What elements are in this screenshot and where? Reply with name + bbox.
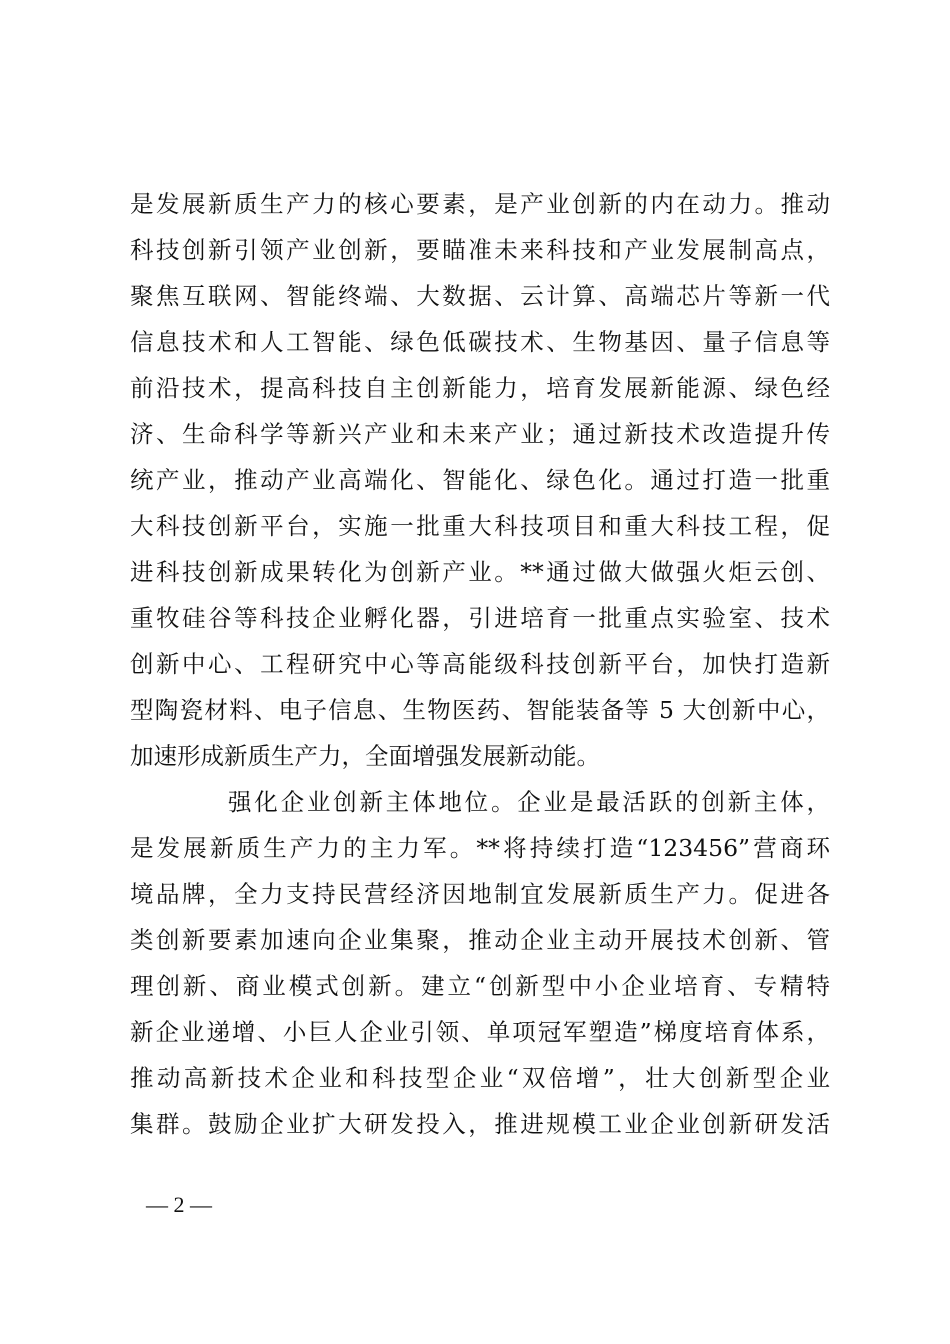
text-line: 前沿技术，提高科技自主创新能力，培育发展新能源、绿色经 <box>130 374 830 402</box>
text-line: 理创新、商业模式创新。建立“创新型中小企业培育、专精特 <box>130 972 830 1000</box>
text-line: 强化企业创新主体地位。企业是最活跃的创新主体， <box>228 788 830 816</box>
text-line: 加速形成新质生产力，全面增强发展新动能。 <box>130 742 600 770</box>
text-line: 创新中心、工程研究中心等高能级科技创新平台，加快打造新 <box>130 650 830 678</box>
page-number: — 2 — <box>146 1192 212 1217</box>
text-line: 科技创新引领产业创新，要瞄准未来科技和产业发展制高点， <box>130 236 830 264</box>
text-line: 是发展新质生产力的核心要素，是产业创新的内在动力。推动 <box>130 190 830 218</box>
text-line: 新企业递增、小巨人企业引领、单项冠军塑造”梯度培育体系， <box>130 1018 830 1046</box>
text-line: 推动高新技术企业和科技型企业“双倍增”，壮大创新型企业 <box>130 1064 830 1092</box>
text-line: 济、生命科学等新兴产业和未来产业；通过新技术改造提升传 <box>130 420 830 448</box>
text-line: 重牧硅谷等科技企业孵化器，引进培育一批重点实验室、技术 <box>130 604 830 632</box>
text-line: 型陶瓷材料、电子信息、生物医药、智能装备等 5 大创新中心， <box>130 696 830 724</box>
text-line: 统产业，推动产业高端化、智能化、绿色化。通过打造一批重 <box>130 466 830 494</box>
text-line: 聚焦互联网、智能终端、大数据、云计算、高端芯片等新一代 <box>130 282 830 310</box>
text-line: 大科技创新平台，实施一批重大科技项目和重大科技工程，促 <box>130 512 830 540</box>
text-line: 类创新要素加速向企业集聚，推动企业主动开展技术创新、管 <box>130 926 830 954</box>
text-line: 集群。鼓励企业扩大研发投入，推进规模工业企业创新研发活 <box>130 1110 830 1138</box>
text-line: 境品牌，全力支持民营经济因地制宜发展新质生产力。促进各 <box>130 880 830 908</box>
text-line: 是发展新质生产力的主力军。**将持续打造“123456”营商环 <box>130 834 830 862</box>
text-line: 信息技术和人工智能、绿色低碳技术、生物基因、量子信息等 <box>130 328 830 356</box>
text-line: 进科技创新成果转化为创新产业。**通过做大做强火炬云创、 <box>130 558 830 586</box>
